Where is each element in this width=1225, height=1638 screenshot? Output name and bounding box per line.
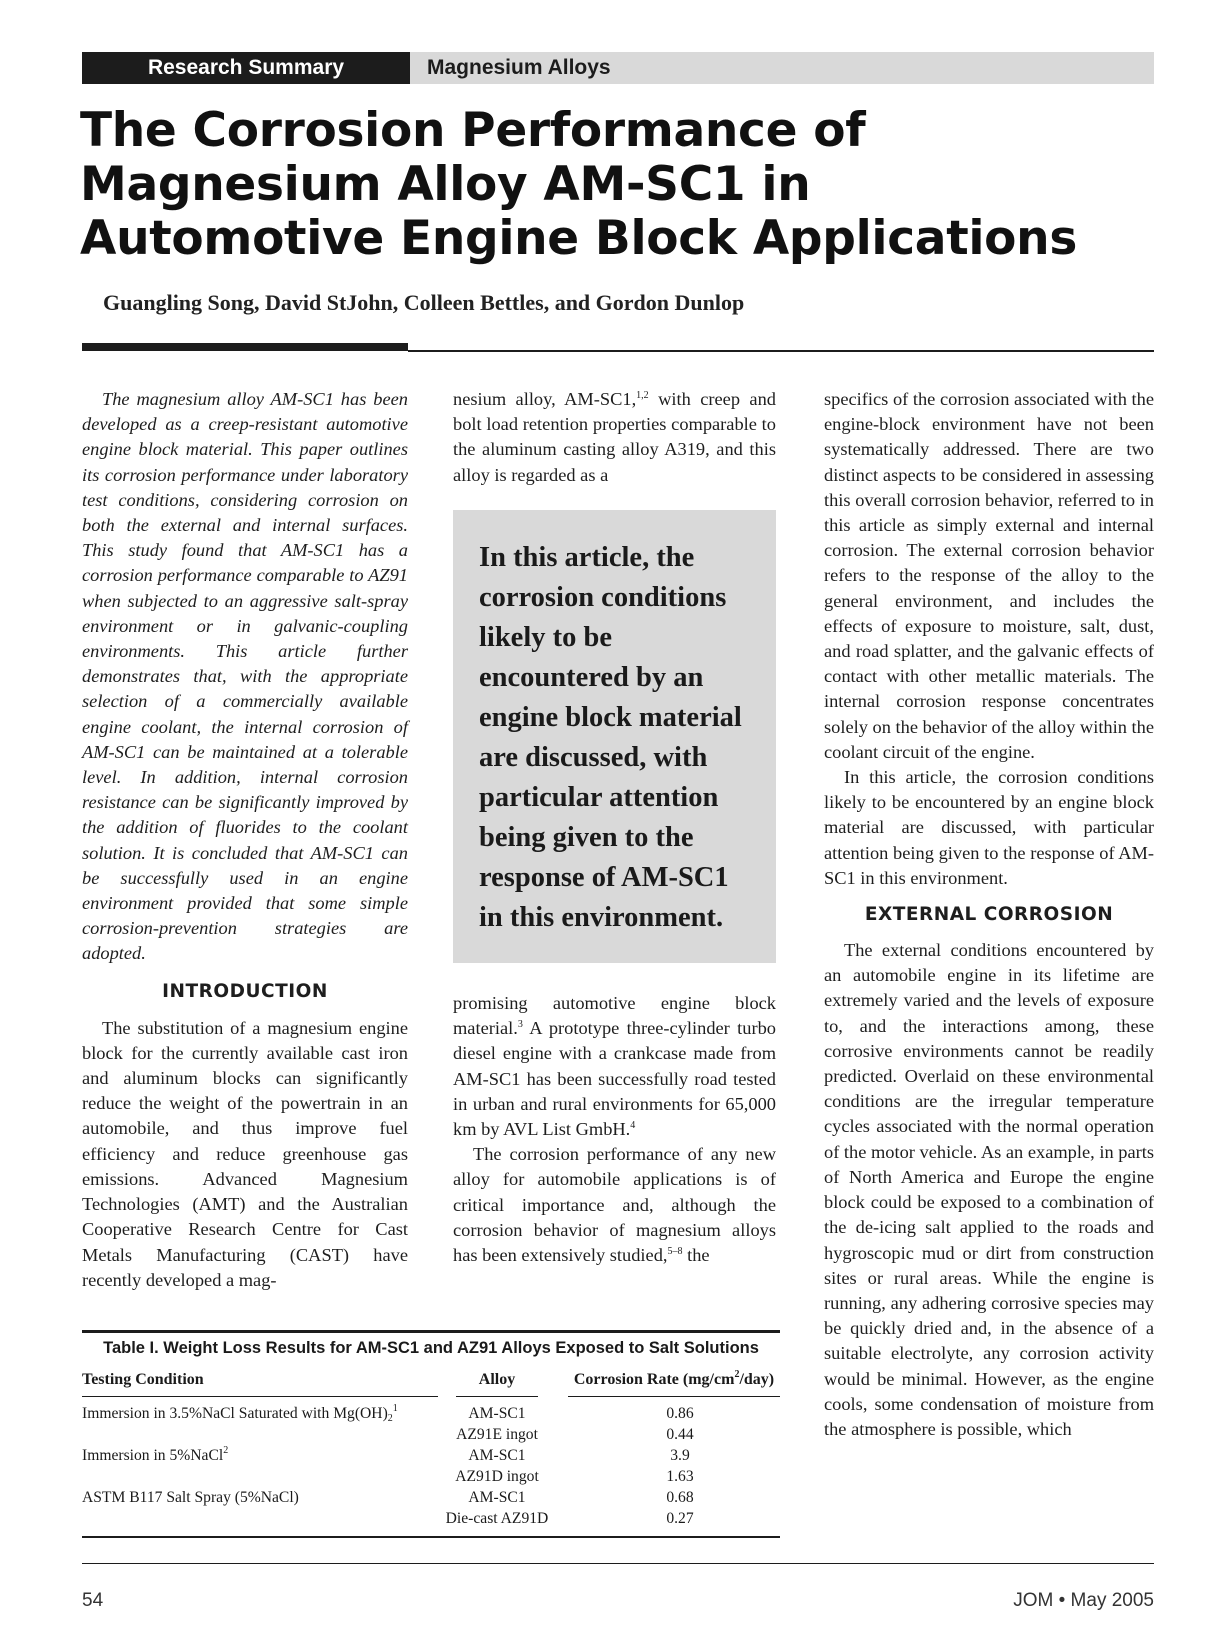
section-label: Research Summary [82, 52, 410, 84]
title-line-2: Magnesium Alloy AM-SC1 in [80, 157, 811, 212]
column-3 [824, 387, 1154, 1442]
ref-4: 4 [630, 1120, 636, 1132]
table-caption: Table I. Weight Loss Results for AM-SC1 and AZ91 Alloys Exposed to Salt Solutions [103, 1339, 759, 1357]
table-alloy-6: Die-cast AZ91D [445, 1510, 549, 1527]
page-number: 54 [82, 1590, 104, 1611]
external-paragraph-1: The external conditions encountered by an automobile engine in its lifetime are extremely varied and the levels of exposure to, and the interactions among, these corrosive environments cannot be readily predicted. Overlaid on these environmental conditions are the irregular temperature cycles associated with the normal operation of the motor vehicle. As an example, in parts of North America and Europe the engine block could be exposed to a combination of the de-icing salt applied to the roads and hygroscopic mud or dirt from construction sites or rural areas. While the engine is running, any adhering corrosive species may be quickly dried and, in the absence of a suitable electrolyte, any corrosion activity would be minimal. However, as the engine cools, some condensation of moisture from the atmosphere is possible, which [824, 940, 1154, 1439]
journal-info: JOM • May 2005 [1013, 1590, 1154, 1611]
column-3-paragraph-2: In this article, the corrosion conditions likely to be encountered by an engine block material are discussed, with particular attention being given to the response of AM-SC1 in this environment. [824, 767, 1154, 888]
table-top-rule [82, 1330, 780, 1333]
ref-5-8: 5–8 [667, 1246, 683, 1258]
article-title [80, 104, 1170, 266]
table-condition-3: ASTM B117 Salt Spray (5%NaCl) [82, 1489, 299, 1506]
ref-1-2: 1,2 [636, 390, 649, 401]
column-3-paragraph-1: specifics of the corrosion associated with the engine-block environment have not been systematically addressed. There are two distinct aspects to be considered in assessing this overall corrosion behavior, referred to in this article as simply external and internal corrosion. The external corrosion behavior refers to the response of the alloy to the general environment, and includes the effects of exposure to moisture, salt, dust, and road splatter, and the galvanic effects of contact with other metallic materials. The internal corrosion response concentrates solely on the behavior of the alloy within the coolant circuit of the engine. [824, 389, 1154, 762]
table-bottom-rule [82, 1536, 780, 1538]
table-header-rule-3 [568, 1396, 780, 1397]
column-2-paragraph-2: The corrosion performance of any new alloy for automobile applications is of critical importance and, although the corrosion behavior of magnesium alloys has been extensively studied,$^{5-8}$ the [453, 1144, 776, 1266]
title-rule-thin [408, 350, 1154, 352]
column-1 [82, 387, 408, 1293]
table-rate-6: 0.27 [666, 1510, 694, 1527]
table-rate-1: 0.86 [666, 1405, 694, 1422]
table-header-rate: Corrosion Rate $(mg/cm^2/day)$ [573, 1369, 775, 1388]
ref-3: 3 [517, 1019, 523, 1031]
table-rate-5: 0.68 [666, 1489, 694, 1506]
authors: Guangling Song, David StJohn, Colleen Bettles, and Gordon Dunlop [103, 290, 745, 315]
table-header-alloy: Alloy [478, 1371, 516, 1388]
title-line-1: The Corrosion Performance of [80, 103, 866, 158]
table-header-condition: Testing Condition [82, 1371, 204, 1388]
title-line-3: Automotive Engine Block Applications [80, 211, 1077, 266]
footer-rule [82, 1563, 1154, 1564]
intro-paragraph-1: The substitution of a magnesium engine block for the currently available cast iron and aluminum blocks can significantly reduce the weight of the powertrain in an automobile, and thus improve fuel efficiency and reduce greenhouse gas emissions. Advanced Magnesium Technologies (AMT) and the Australian Cooperative Research Centre for Cast Metals Manufacturing (CAST) have recently developed a mag- [82, 1017, 408, 1290]
table-header-rule-2 [456, 1396, 538, 1397]
table-condition-1: Immersion in 3.5%NaCl Saturated with $Mg(OH)_2^1$ [82, 1403, 398, 1424]
column-2-bottom [453, 991, 776, 1268]
table-alloy-2: AZ91E ingot [456, 1426, 538, 1443]
external-corrosion-heading: EXTERNAL CORROSION [864, 904, 1114, 926]
table-alloy-3: AM-SC1 [468, 1447, 526, 1464]
pull-quote: In this article, the corrosion conditions likely to be encountered by an engine block material are discussed, with particular attention being given to the response of AM-SC1 in this environment. [453, 510, 776, 963]
table-alloy-4: AZ91D ingot [455, 1468, 539, 1485]
table-rate-3: 3.9 [670, 1447, 690, 1464]
table-rate-4: 1.63 [666, 1468, 694, 1485]
abstract: The magnesium alloy AM-SC1 has been developed as a creep-resistant automotive engine block material. This paper outlines its corrosion performance under laboratory test conditions, considering corrosion on both the external and internal surfaces. This study found that AM-SC1 has a corrosion performance comparable to AZ91 when subjected to an aggressive salt-spray environment or in galvanic-coupling environments. This article further demonstrates that, with the appropriate selection of a commercially available engine coolant, the internal corrosion of AM-SC1 can be maintained at a tolerable level. In addition, internal corrosion resistance can be significantly improved by the addition of fluorides to the coolant solution. It is concluded that AM-SC1 can be successfully used in an engine environment provided that some simple corrosion-prevention strategies are adopted. [82, 389, 408, 964]
table-alloy-1: AM-SC1 [468, 1405, 526, 1422]
column-2-paragraph-top: nesium alloy, AM-SC1,$^{1,2}$ with creep and bolt load retention properties comparable to the aluminum casting alloy A319, and this alloy is regarded as a [453, 389, 776, 485]
table-condition-2: Immersion in 5%NaCl$^2$ [82, 1445, 229, 1464]
introduction-heading: INTRODUCTION [162, 980, 328, 1002]
topic-label: Magnesium Alloys [427, 56, 611, 79]
table-rate-2: 0.44 [666, 1426, 694, 1443]
table-alloy-5: AM-SC1 [468, 1489, 526, 1506]
header-bar [82, 52, 1154, 84]
column-2-top [453, 387, 776, 488]
title-rule-thick [82, 343, 408, 351]
table-header-rule-1 [82, 1396, 438, 1397]
column-2-paragraph-continued: promising automotive engine block material.$^3$ A prototype three-cylinder turbo diesel engine with a crankcase made from AM-SC1 has been successfully road tested in urban and rural environments for 65,000 km by AVL List GmbH.$^4$ [453, 993, 776, 1140]
